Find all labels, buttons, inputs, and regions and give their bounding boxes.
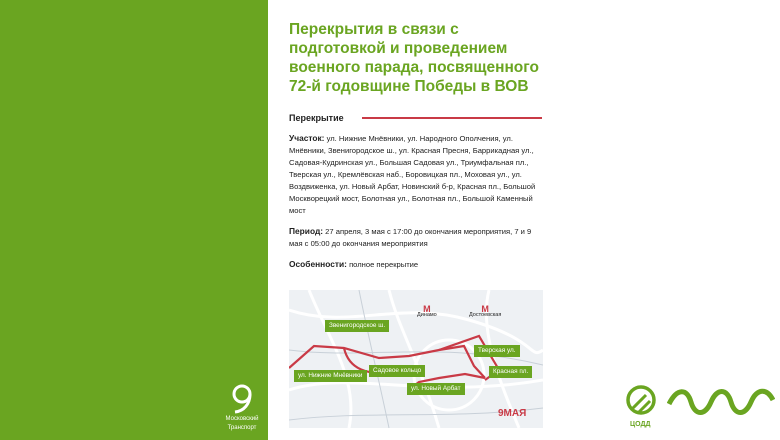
section-divider <box>362 117 542 119</box>
section-label: Перекрытие <box>289 113 344 123</box>
tag-tverskaya: Тверская ул. <box>474 345 520 357</box>
moscow-transport-logo <box>222 384 262 432</box>
tag-nizhnie-mnevniki: ул. Нижние Мнёвники <box>294 370 367 382</box>
features-paragraph <box>289 258 544 271</box>
period-paragraph <box>289 225 544 250</box>
codd-wave-ornament <box>667 384 775 425</box>
period-label: Период: <box>289 226 324 236</box>
moscow-transport-line1: Московский <box>225 416 259 422</box>
codd-logo-icon <box>624 383 660 419</box>
features-text: полное перекрытие <box>346 260 419 269</box>
metro-dinamo-icon: М <box>423 304 431 314</box>
streets-label: Участок: <box>289 133 325 143</box>
metro-dostoevskaya-icon: М <box>481 304 489 314</box>
streets-text: ул. Нижние Мнёвники, ул. Народного Ополчения, ул. Мнёвники, Звенигородское ш., ул. Красная Пресня, Баррикадная ул., Садовая-Кудринская ул., Большая Садовая ул., Триумфальная пл., Тверская ул., Кремлёвская наб., Боровицкая пл., Моховая ул., ул. Воздвиженка, ул. Новый Арбат, Новинский б-р, Красная пл., Большой Москворецкий мост, Болотная ул., Болотная пл., Большой Каменный мост <box>289 134 536 215</box>
metro-dinamo-label: Динамо <box>417 312 437 318</box>
nine-logo-icon <box>229 384 255 414</box>
route-map <box>289 290 543 428</box>
moscow-transport-line2: Транспорт <box>227 425 257 431</box>
tag-sadovoe-koltso: Садовое кольцо <box>369 365 425 377</box>
wave-ornament-icon <box>667 384 775 420</box>
metro-dinamo <box>417 306 437 318</box>
codd-logo <box>624 383 660 424</box>
tag-novy-arbat: ул. Новый Арбат <box>407 383 465 395</box>
period-text: 27 апреля, 3 мая с 17:00 до окончания мероприятия, 7 и 9 мая с 05:00 до окончания мероприятия <box>289 227 532 248</box>
page-title: Перекрытия в связи с подготовкой и проведением военного парада, посвященного 72-й годовщине Победы в ВОВ <box>289 21 539 95</box>
streets-paragraph <box>289 132 544 217</box>
metro-dostoevskaya-label: Достоевская <box>469 312 502 318</box>
tag-krasnaya-ploshchad: Красная пл. <box>489 366 532 378</box>
tag-zvenigorodskoe: Звенигородское ш. <box>325 320 389 332</box>
codd-label: ЦОДД <box>630 421 651 428</box>
metro-dostoevskaya <box>469 306 501 318</box>
features-label: Особенности: <box>289 259 347 269</box>
victory-day-brand: 9МАЯ <box>498 408 527 419</box>
green-side-panel <box>0 0 268 440</box>
